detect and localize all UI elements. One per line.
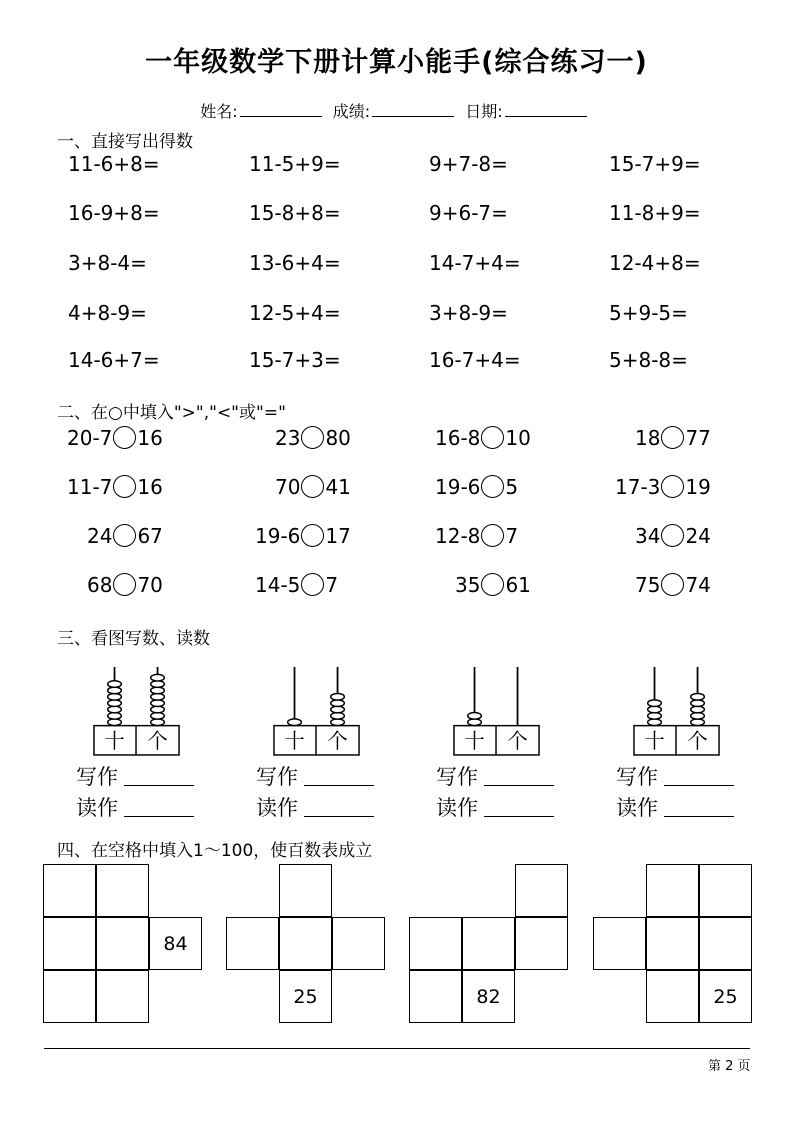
compare-right: 7 [325,573,339,597]
compare-left: 19-6 [435,475,481,499]
compare-left: 16-8 [435,426,481,450]
abacus-bead [288,719,302,726]
write-line-label: 写作 [76,765,118,789]
compare-right: 19 [685,475,711,499]
tens-label: 十 [464,729,485,754]
grid-cell-number: 84 [163,932,188,955]
name-blank[interactable] [240,100,322,117]
calc-problem[interactable]: 14-7+4= [429,251,521,275]
compare-right: 16 [137,426,163,450]
grid-cell-blank[interactable] [699,917,752,970]
compare-left: 12-8 [435,524,481,548]
compare-left: 17-3 [615,475,661,499]
read-line-blank[interactable] [484,798,554,817]
compare-item [255,524,351,548]
grid-cell-blank[interactable] [96,864,149,917]
answer-circle[interactable] [113,524,136,547]
answer-circle[interactable] [481,524,504,547]
tens-label: 十 [104,729,125,754]
compare-left: 75 [635,573,661,597]
read-line [256,792,374,822]
answer-circle[interactable] [661,426,684,449]
grid-cell-blank[interactable] [462,917,515,970]
abacus-bead [108,681,122,688]
calc-problem[interactable]: 11-8+9= [609,201,701,225]
grid-cell-blank[interactable] [409,917,462,970]
compare-right: 17 [325,524,351,548]
calc-problem[interactable]: 15-8+8= [249,201,341,225]
ones-label: 个 [687,729,708,754]
answer-circle[interactable] [301,573,324,596]
read-line-blank[interactable] [304,798,374,817]
grid-cell-blank[interactable] [593,917,646,970]
calc-problem[interactable]: 11-5+9= [249,152,341,176]
calc-problem[interactable]: 16-9+8= [68,201,160,225]
compare-right: 24 [685,524,711,548]
compare-item [275,475,351,499]
read-line-label: 读作 [436,796,478,820]
compare-left: 20-7 [67,426,113,450]
compare-item [635,524,711,548]
compare-item [435,524,518,548]
compare-left: 34 [635,524,661,548]
compare-item [87,524,163,548]
grid-cell-given [279,970,332,1023]
grid-cell-blank[interactable] [43,917,96,970]
compare-right: 5 [505,475,519,499]
section3-title: 三、看图写数、读数 [57,629,210,649]
page-title: 一年级数学下册计算小能手(综合练习一) [145,47,648,78]
compare-item [67,426,163,450]
compare-left: 70 [275,475,301,499]
read-line-label: 读作 [256,796,298,820]
abacus [633,640,721,780]
compare-item [255,573,338,597]
calc-problem[interactable]: 3+8-4= [68,251,147,275]
compare-left: 24 [87,524,113,548]
calc-problem[interactable]: 16-7+4= [429,348,521,372]
answer-circle[interactable] [113,573,136,596]
compare-right: 7 [505,524,519,548]
compare-item [635,573,711,597]
read-line-label: 读作 [76,796,118,820]
section4-title: 四、在空格中填入1～100，使百数表成立 [57,841,373,861]
compare-right: 74 [685,573,711,597]
compare-left: 18 [635,426,661,450]
abacus-bead [648,700,662,707]
grid-cell-blank[interactable] [409,970,462,1023]
grid-cell-blank[interactable] [515,864,568,917]
compare-left: 35 [455,573,481,597]
grid-cell-blank[interactable] [43,970,96,1023]
answer-circle[interactable] [481,426,504,449]
compare-item [435,475,518,499]
compare-right: 77 [685,426,711,450]
write-line-blank[interactable] [664,767,734,786]
compare-right: 80 [325,426,351,450]
calc-problem[interactable]: 5+9-5= [609,301,688,325]
write-line-label: 写作 [616,765,658,789]
grid-cell-blank[interactable] [332,917,385,970]
grid-cell-blank[interactable] [96,970,149,1023]
compare-left: 23 [275,426,301,450]
write-line [436,761,554,791]
compare-right: 10 [505,426,531,450]
compare-left: 14-5 [255,573,301,597]
grid-cell-blank[interactable] [646,917,699,970]
compare-item [67,475,163,499]
answer-circle[interactable] [113,426,136,449]
write-line-label: 写作 [256,765,298,789]
grid-cell-given [462,970,515,1023]
compare-right: 67 [137,524,163,548]
ones-label: 个 [507,729,528,754]
write-line-blank[interactable] [484,767,554,786]
read-line-blank[interactable] [124,798,194,817]
page-number: 第 2 页 [708,1059,751,1074]
calc-problem[interactable]: 13-6+4= [249,251,341,275]
section2-title: 二、在○中填入">","<"或"=" [57,403,286,423]
grid-cell-blank[interactable] [279,864,332,917]
grid-cell-blank[interactable] [699,864,752,917]
calc-problem[interactable]: 15-7+3= [249,348,341,372]
calc-problem[interactable]: 15-7+9= [609,152,701,176]
calc-problem[interactable]: 9+7-8= [429,152,508,176]
write-line-label: 写作 [436,765,478,789]
compare-item [275,426,351,450]
name-label: 姓名: [200,102,238,121]
grid-cell-number: 25 [293,985,318,1008]
student-info [0,99,793,122]
grid-cell-blank[interactable] [646,970,699,1023]
grid-cell-blank[interactable] [515,917,568,970]
write-line [76,761,194,791]
compare-right: 70 [137,573,163,597]
compare-item [455,573,531,597]
answer-circle[interactable] [113,475,136,498]
compare-item [635,426,711,450]
compare-right: 41 [325,475,351,499]
answer-circle[interactable] [481,475,504,498]
write-line-blank[interactable] [304,767,374,786]
read-line [436,792,554,822]
tens-label: 十 [644,729,665,754]
abacus [93,640,181,780]
write-line [616,761,734,791]
date-label: 日期: [465,102,503,121]
date-blank[interactable] [505,100,587,117]
ones-label: 个 [327,729,348,754]
score-label: 成绩: [332,102,371,121]
compare-left: 19-6 [255,524,301,548]
write-line [256,761,374,791]
compare-item [87,573,163,597]
abacus-bead [331,693,345,700]
grid-cell-number: 25 [713,985,738,1008]
calc-problem[interactable]: 12-5+4= [249,301,341,325]
calc-problem[interactable]: 4+8-9= [68,301,147,325]
abacus-bead [468,713,482,720]
abacus-bead [691,693,705,700]
ones-label: 个 [147,729,168,754]
grid-cell-number: 82 [476,985,501,1008]
answer-circle[interactable] [661,573,684,596]
answer-circle[interactable] [301,475,324,498]
answer-circle[interactable] [301,426,324,449]
answer-circle[interactable] [301,524,324,547]
answer-circle[interactable] [661,475,684,498]
compare-right: 61 [505,573,531,597]
compare-left: 68 [87,573,113,597]
calc-problem[interactable]: 5+8-8= [609,348,688,372]
grid-cell-given [149,917,202,970]
read-line [616,792,734,822]
compare-right: 16 [137,475,163,499]
read-line-label: 读作 [616,796,658,820]
grid-cell-blank[interactable] [226,917,279,970]
abacus-bead [151,674,165,681]
calc-problem[interactable]: 12-4+8= [609,251,701,275]
abacus [273,640,361,780]
compare-left: 11-7 [67,475,113,499]
score-blank[interactable] [372,100,454,117]
grid-cell-blank[interactable] [646,864,699,917]
calc-problem[interactable]: 11-6+8= [68,152,160,176]
footer-divider [44,1048,750,1049]
calc-problem[interactable]: 3+8-9= [429,301,508,325]
grid-cell-blank[interactable] [96,917,149,970]
grid-cell-blank[interactable] [43,864,96,917]
tens-label: 十 [284,729,305,754]
compare-item [615,475,711,499]
calc-problem[interactable]: 9+6-7= [429,201,508,225]
grid-cell-blank[interactable] [279,917,332,970]
calc-problem[interactable]: 14-6+7= [68,348,160,372]
compare-item [435,426,531,450]
read-line-blank[interactable] [664,798,734,817]
answer-circle[interactable] [661,524,684,547]
answer-circle[interactable] [481,573,504,596]
write-line-blank[interactable] [124,767,194,786]
section1-title: 一、直接写出得数 [57,132,193,152]
abacus [453,640,541,780]
grid-cell-given [699,970,752,1023]
read-line [76,792,194,822]
